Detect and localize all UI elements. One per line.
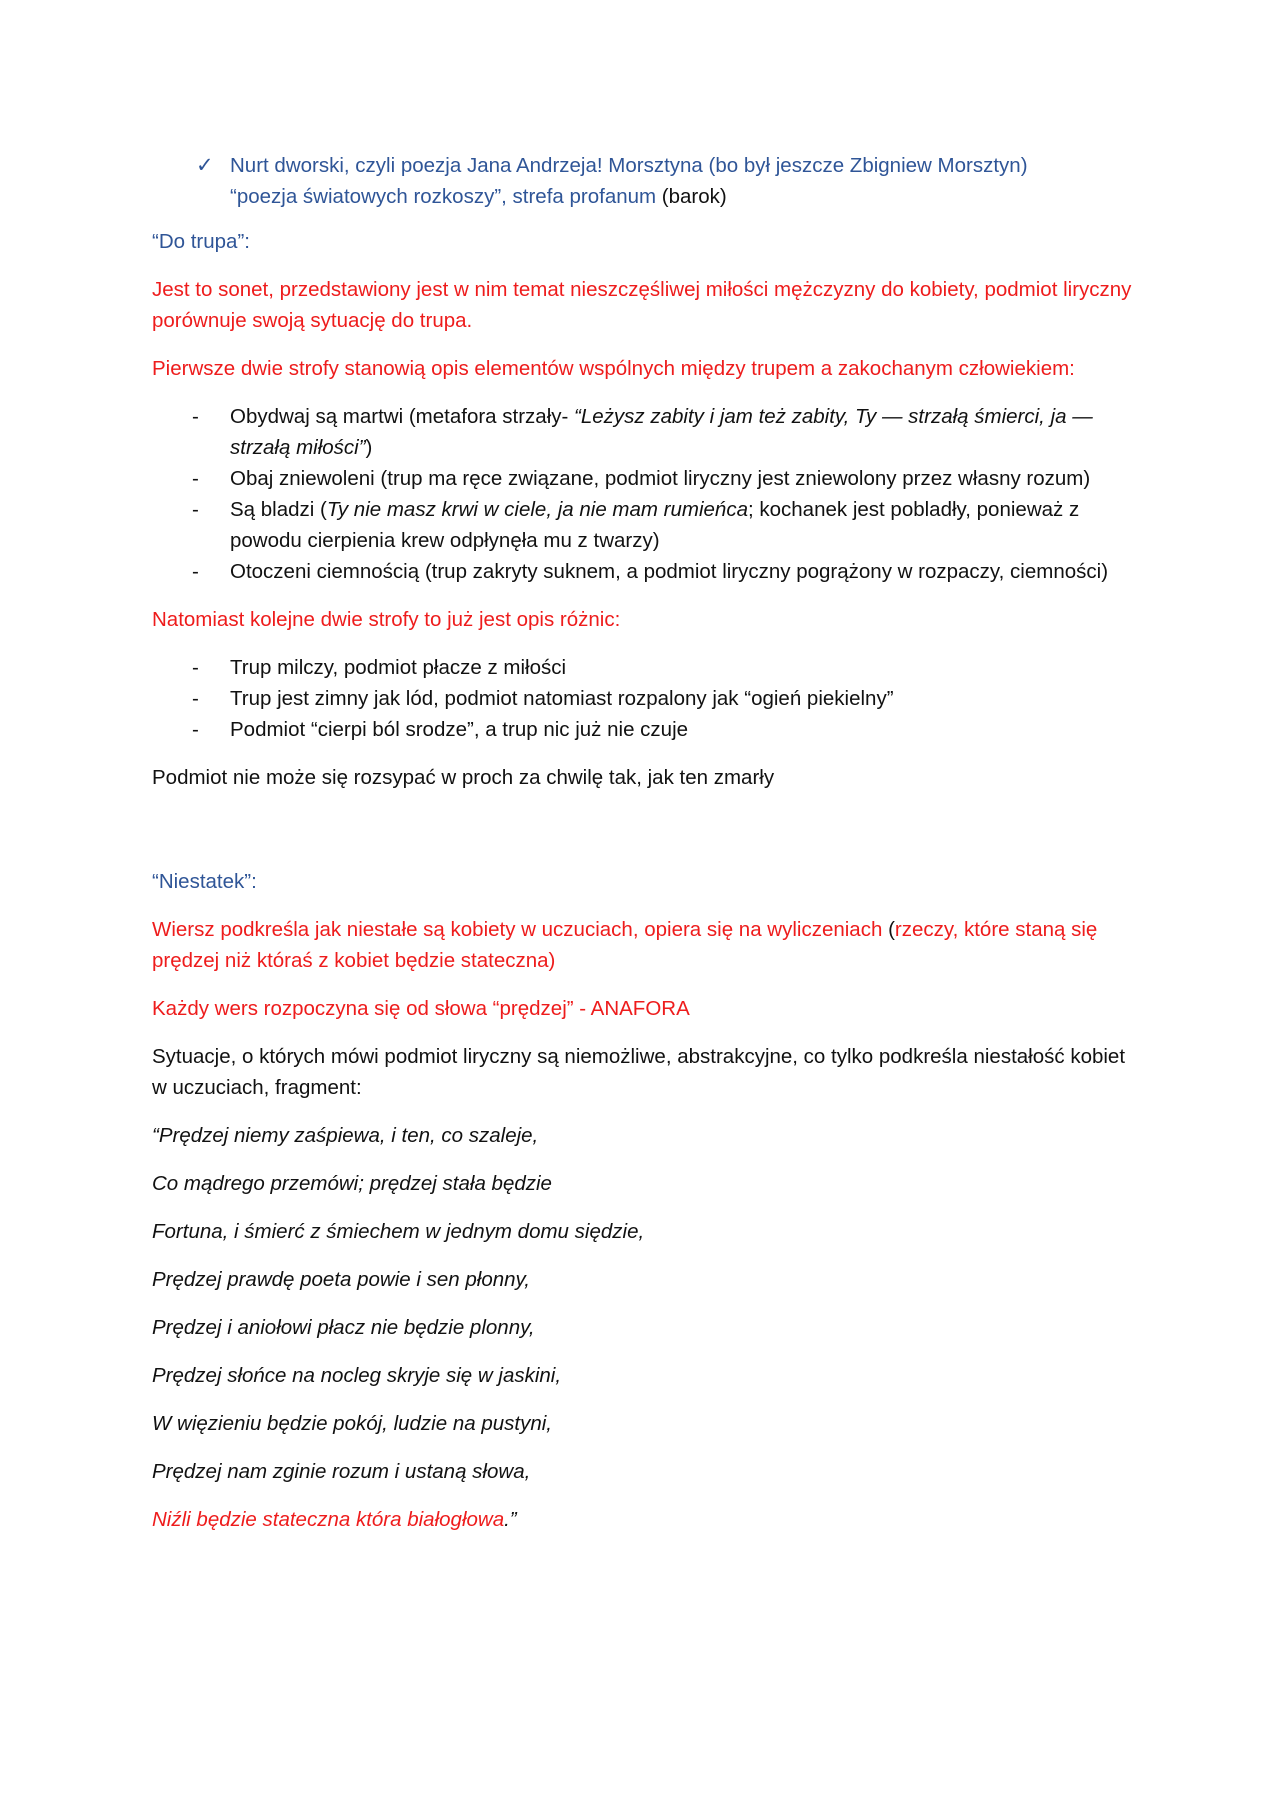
do-trupa-para-3: Natomiast kolejne dwie strofy to już jest opis różnic:	[152, 608, 621, 631]
list-item: - Trup milczy, podmiot płacze z miłości	[152, 652, 1142, 683]
checklist-item	[152, 150, 1142, 212]
poem-line: Fortuna, i śmierć z śmiechem w jednym domu siędzie,	[152, 1220, 645, 1243]
list-item: - Są bladzi (Ty nie masz krwi w ciele, ja nie mam rumieńca; kochanek jest pobladły, ponieważ z powodu cierpienia krew odpłynęła mu z twarzy)	[152, 494, 1142, 556]
dash-bullet: -	[192, 405, 199, 428]
poem-line: Prędzej i aniołowi płacz nie będzie plonny,	[152, 1316, 535, 1339]
checklist-line-2-blue: “poezja światowych rozkoszy”, strefa profanum	[230, 185, 657, 208]
poem-line: W więzieniu będzie pokój, ludzie na pustyni,	[152, 1412, 552, 1435]
list-item: - Podmiot “cierpi ból srodze”, a trup nic już nie czuje	[152, 714, 1142, 745]
checklist-line-2-black: (barok)	[656, 185, 727, 208]
dash-bullet: -	[192, 560, 199, 583]
heading-do-trupa: “Do trupa”:	[152, 230, 250, 253]
do-trupa-para-4: Podmiot nie może się rozsypać w proch za chwilę tak, jak ten zmarły	[152, 766, 775, 789]
list-item: - Trup jest zimny jak lód, podmiot natomiast rozpalony jak “ogień piekielny”	[152, 683, 1142, 714]
poem-line: Prędzej prawdę poeta powie i sen płonny,	[152, 1268, 530, 1291]
poem-fragment	[152, 1120, 1142, 1535]
do-trupa-para-2: Pierwsze dwie strofy stanowią opis elementów wspólnych między trupem a zakochanym człowiekiem:	[152, 357, 1075, 380]
section-spacer	[152, 810, 1142, 866]
dash-bullet: -	[192, 687, 199, 710]
checklist-line-1: Nurt dworski, czyli poezja Jana Andrzeja! Morsztyna (bo był jeszcze Zbigniew Morsztyn)	[230, 154, 1028, 177]
document-page	[152, 150, 1142, 1535]
poem-line: Prędzej słońce na nocleg skryje się w jaskini,	[152, 1364, 562, 1387]
check-mark-icon: ✓	[196, 154, 214, 177]
niestatek-para-2: Każdy wers rozpoczyna się od słowa “prędzej” - ANAFORA	[152, 997, 690, 1020]
poem-line: “Prędzej niemy zaśpiewa, i ten, co szaleje,	[152, 1124, 539, 1147]
poem-line: Prędzej nam zginie rozum i ustaną słowa,	[152, 1460, 531, 1483]
heading-niestatek: “Niestatek”:	[152, 870, 257, 893]
list-item: - Otoczeni ciemnością (trup zakryty suknem, a podmiot liryczny pogrążony w rozpaczy, ciemności)	[152, 556, 1142, 587]
dash-bullet: -	[192, 656, 199, 679]
niestatek-para-1: Wiersz podkreśla jak niestałe są kobiety w uczuciach, opiera się na wyliczeniach (rzeczy, które staną się prędzej niż któraś z kobiet będzie stateczna)	[152, 918, 1098, 972]
dash-bullet: -	[192, 718, 199, 741]
niestatek-para-3: Sytuacje, o których mówi podmiot liryczny są niemożliwe, abstrakcyjne, co tylko podkreśla niestałość kobiet w uczuciach, fragment:	[152, 1045, 1126, 1099]
list-item: - Obaj zniewoleni (trup ma ręce związane, podmiot liryczny jest zniewolony przez własny rozum)	[152, 463, 1142, 494]
poem-line-last: Niźli będzie stateczna która białogłowa.”	[152, 1508, 517, 1531]
checklist-line-2	[230, 181, 1142, 212]
do-trupa-para-1: Jest to sonet, przedstawiony jest w nim temat nieszczęśliwej miłości mężczyzny do kobiety, podmiot liryczny porównuje swoją sytuację do trupa.	[152, 278, 1132, 332]
list-item: - Obydwaj są martwi (metafora strzały- “Leżysz zabity i jam też zabity, Ty — strzałą śmierci, ja — strzałą miłości”)	[152, 401, 1142, 463]
differences-list	[152, 652, 1142, 745]
poem-line: Co mądrego przemówi; prędzej stała będzie	[152, 1172, 552, 1195]
dash-bullet: -	[192, 498, 199, 521]
similarities-list	[152, 401, 1142, 587]
dash-bullet: -	[192, 467, 199, 490]
